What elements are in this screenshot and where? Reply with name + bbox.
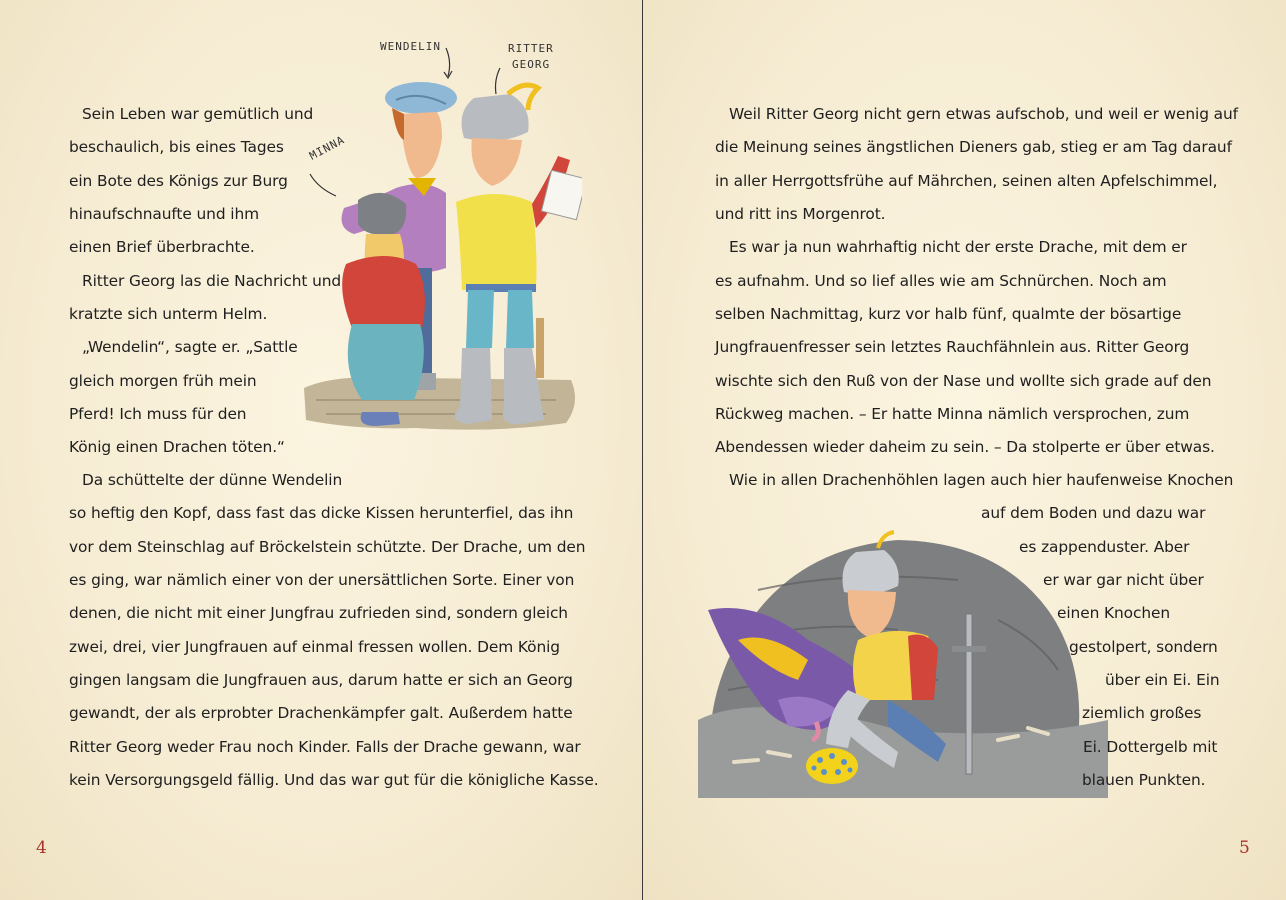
text-line: und ritt ins Morgenrot. (715, 205, 886, 223)
text-line: es aufnahm. Und so lief alles wie am Schnürchen. Noch am (715, 272, 1167, 290)
text-line: Ritter Georg weder Frau noch Kinder. Falls der Drache gewann, war (69, 738, 581, 756)
text-line: gingen langsam die Jungfrauen aus, darum hatte er sich an Georg (69, 671, 573, 689)
text-line: in aller Herrgottsfrühe auf Mährchen, seinen alten Apfelschimmel, (715, 172, 1218, 190)
label-georg: GEORG (512, 58, 551, 71)
text-line: denen, die nicht mit einer Jungfrau zufrieden sind, sondern gleich (69, 604, 568, 622)
text-line: so heftig den Kopf, dass fast das dicke Kissen herunterfiel, das ihn (69, 504, 574, 522)
text-line: es zappenduster. Aber (1019, 538, 1190, 556)
text-line: Weil Ritter Georg nicht gern etwas aufschob, und weil er wenig auf (729, 105, 1238, 123)
text-line: wischte sich den Ruß von der Nase und wollte sich grade auf den (715, 372, 1212, 390)
label-ritter: RITTER (508, 42, 554, 55)
label-minna: MINNA (307, 133, 348, 163)
page-number-right: 5 (1239, 838, 1250, 858)
text-line: „Wendelin“, sagte er. „Sattle (82, 338, 298, 356)
text-line: Pferd! Ich muss für den (69, 405, 247, 423)
text-line: beschaulich, bis eines Tages (69, 138, 284, 156)
text-line: Ei. Dottergelb mit (1083, 738, 1218, 756)
label-wendelin: WENDELIN (380, 40, 441, 53)
text-line: es ging, war nämlich einer von der unersättlichen Sorte. Einer von (69, 571, 575, 589)
text-line: gewandt, der als erprobter Drachenkämpfer galt. Außerdem hatte (69, 704, 573, 722)
text-line: die Meinung seines ängstlichen Dieners gab, stieg er am Tag darauf (715, 138, 1232, 156)
text-line: einen Knochen (1057, 604, 1171, 622)
text-line: auf dem Boden und dazu war (981, 504, 1206, 522)
text-line: zwei, drei, vier Jungfrauen auf einmal fressen wollen. Dem König (69, 638, 560, 656)
text-line: Wie in allen Drachenhöhlen lagen auch hier haufenweise Knochen (729, 471, 1234, 489)
text-line: gestolpert, sondern (1069, 638, 1218, 656)
page-number-left: 4 (36, 838, 47, 858)
text-line: Rückweg machen. – Er hatte Minna nämlich versprochen, zum (715, 405, 1190, 423)
right-page (643, 0, 1286, 900)
text-line: Sein Leben war gemütlich und (82, 105, 314, 123)
text-line: Jungfrauenfresser sein letztes Rauchfähnlein aus. Ritter Georg (715, 338, 1190, 356)
illustration-characters (296, 28, 582, 456)
text-line: er war gar nicht über (1043, 571, 1204, 589)
text-line: kratzte sich unterm Helm. (69, 305, 268, 323)
text-line: König einen Drachen töten.“ (69, 438, 285, 456)
text-line: kein Versorgungsgeld fällig. Und das war gut für die königliche Kasse. (69, 771, 599, 789)
text-line: gleich morgen früh mein (69, 372, 257, 390)
text-line: Da schüttelte der dünne Wendelin (82, 471, 343, 489)
text-line: ziemlich großes (1082, 704, 1202, 722)
text-line: einen Brief überbrachte. (69, 238, 255, 256)
text-line: Es war ja nun wahrhaftig nicht der erste Drache, mit dem er (729, 238, 1187, 256)
text-line: Ritter Georg las die Nachricht und (82, 272, 342, 290)
text-line: selben Nachmittag, kurz vor halb fünf, qualmte der bösartige (715, 305, 1182, 323)
text-line: blauen Punkten. (1082, 771, 1206, 789)
text-line: hinaufschnaufte und ihm (69, 205, 260, 223)
text-line: über ein Ei. Ein (1105, 671, 1220, 689)
text-line: vor dem Steinschlag auf Bröckelstein schützte. Der Drache, um den (69, 538, 586, 556)
text-line: Abendessen wieder daheim zu sein. – Da stolperte er über etwas. (715, 438, 1215, 456)
text-line: ein Bote des Königs zur Burg (69, 172, 288, 190)
